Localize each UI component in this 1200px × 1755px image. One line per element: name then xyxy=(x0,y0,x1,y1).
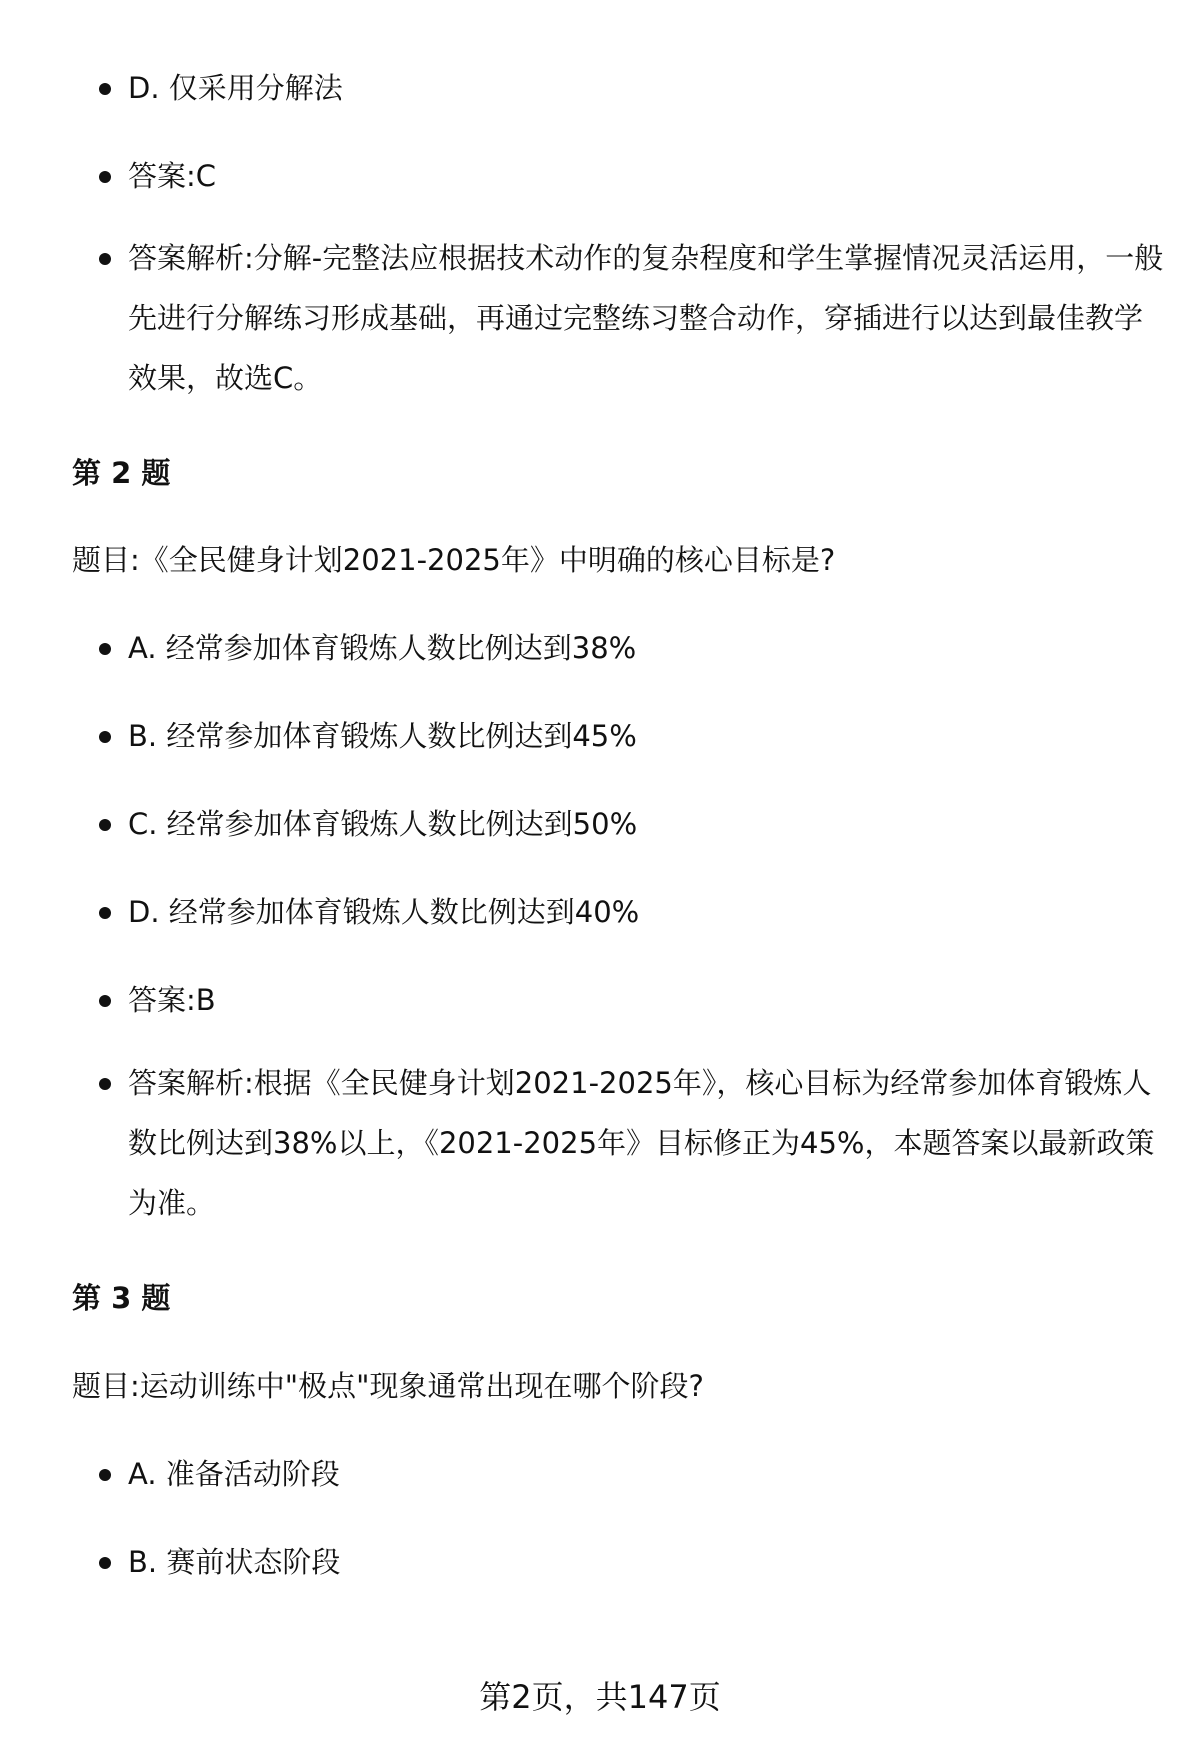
q1-option-d xyxy=(128,58,1168,118)
q2-option-b-text: B. 经常参加体育锻炼人数比例达到45% xyxy=(128,719,637,753)
bullet-icon xyxy=(99,907,111,919)
bullet-icon xyxy=(99,643,111,655)
q2-option-a-text: A. 经常参加体育锻炼人数比例达到38% xyxy=(128,631,637,665)
q2-option-d-text: D. 经常参加体育锻炼人数比例达到40% xyxy=(128,895,640,929)
q3-option-a xyxy=(128,1444,1168,1504)
bullet-icon xyxy=(99,253,111,265)
bullet-icon xyxy=(99,83,111,95)
q1-explanation-text: 答案解析:分解-完整法应根据技术动作的复杂程度和学生掌握情况灵活运用，一般先进行分解练习形成基础，再通过完整练习整合动作，穿插进行以达到最佳教学效果，故选C。 xyxy=(128,241,1164,395)
q2-explanation xyxy=(128,1053,1168,1233)
q2-option-b xyxy=(128,706,1168,766)
q3-heading: 第 3 题 xyxy=(72,1281,171,1315)
q3-question: 题目:运动训练中"极点"现象通常出现在哪个阶段? xyxy=(72,1369,704,1403)
q1-answer xyxy=(128,146,1168,206)
q1-option-d-text: D. 仅采用分解法 xyxy=(128,71,343,105)
q2-option-d xyxy=(128,882,1168,942)
q2-heading: 第 2 题 xyxy=(72,456,171,490)
q2-explanation-text: 答案解析:根据《全民健身计划2021-2025年》，核心目标为经常参加体育锻炼人数比例达到38%以上，《2021-2025年》目标修正为45%，本题答案以最新政策为准。 xyxy=(128,1066,1155,1220)
q2-option-a xyxy=(128,618,1168,678)
bullet-icon xyxy=(99,1078,111,1090)
bullet-icon xyxy=(99,1557,111,1569)
q3-option-a-text: A. 准备活动阶段 xyxy=(128,1457,340,1491)
bullet-icon xyxy=(99,1469,111,1481)
bullet-icon xyxy=(99,171,111,183)
q2-option-c xyxy=(128,794,1168,854)
q3-option-b xyxy=(128,1532,1168,1592)
q3-option-b-text: B. 赛前状态阶段 xyxy=(128,1545,341,1579)
bullet-icon xyxy=(99,995,111,1007)
page-indicator: 第2页，共147页 xyxy=(479,1678,721,1716)
q2-answer-text: 答案:B xyxy=(128,983,216,1017)
bullet-icon xyxy=(99,731,111,743)
q2-answer xyxy=(128,970,1168,1030)
q1-explanation xyxy=(128,228,1168,408)
bullet-icon xyxy=(99,819,111,831)
q2-question: 题目:《全民健身计划2021-2025年》中明确的核心目标是? xyxy=(72,543,836,577)
q1-answer-text: 答案:C xyxy=(128,159,217,193)
q2-option-c-text: C. 经常参加体育锻炼人数比例达到50% xyxy=(128,807,638,841)
